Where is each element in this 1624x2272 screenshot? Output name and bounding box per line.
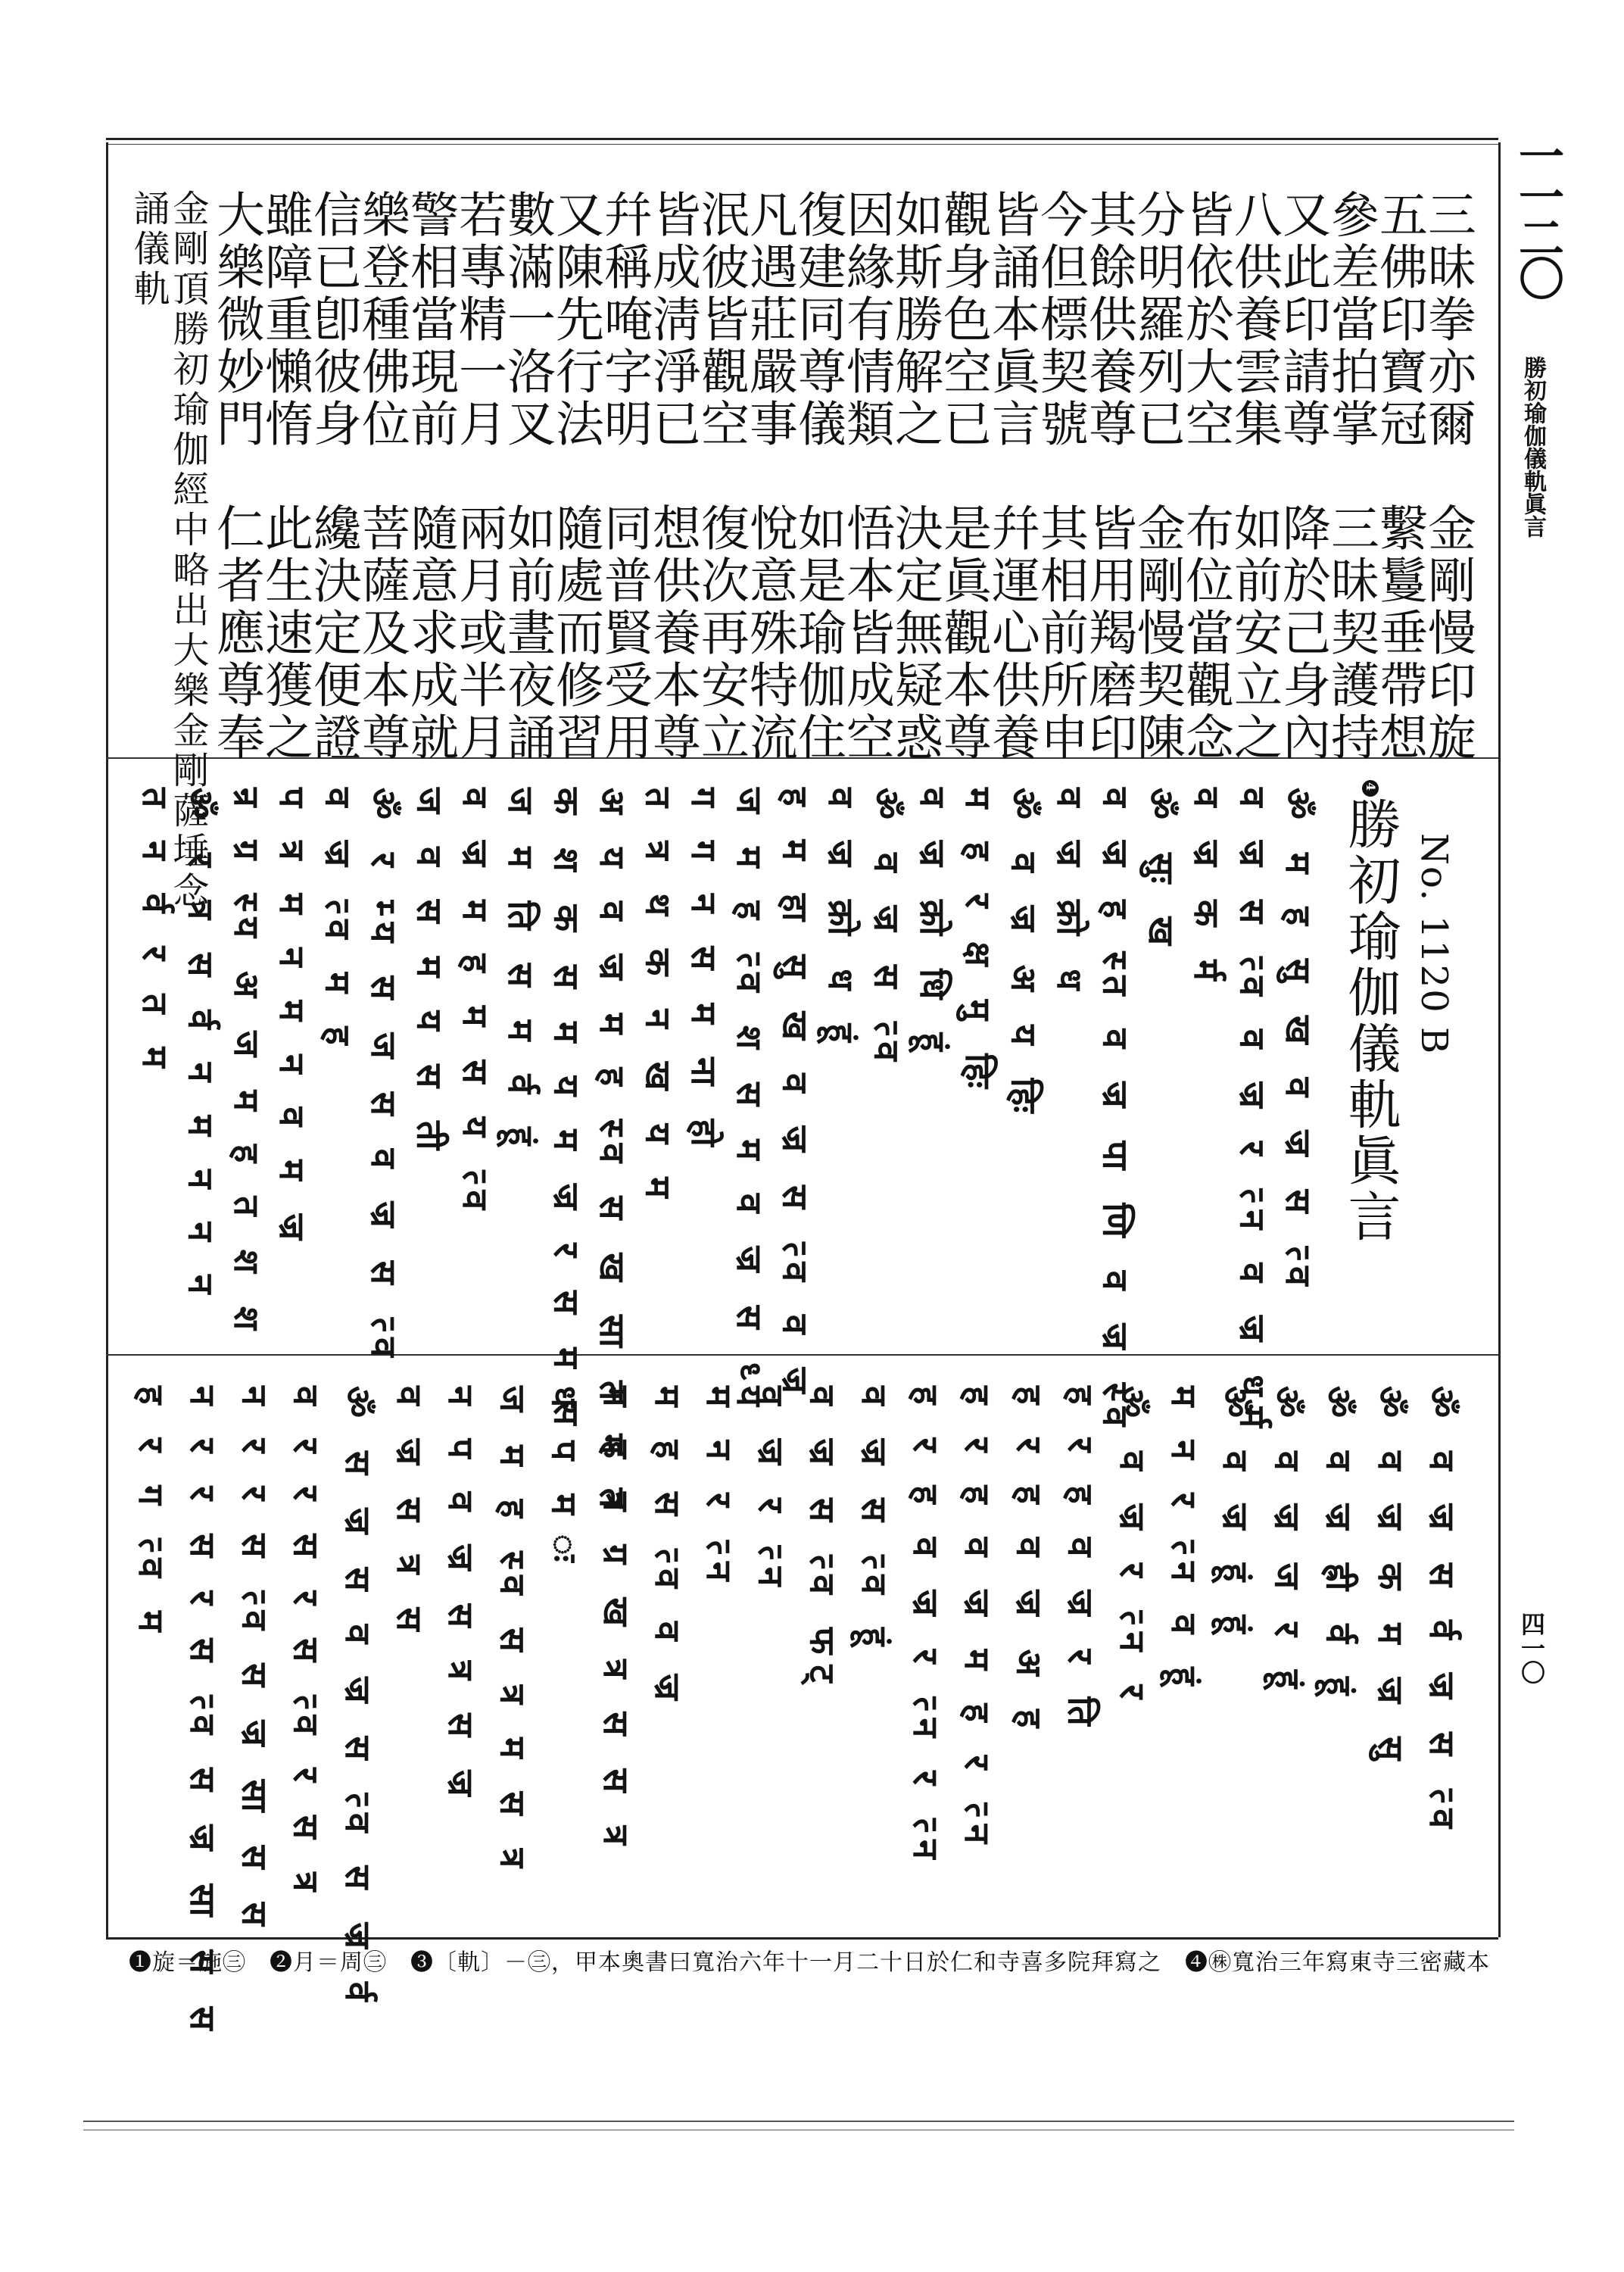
mantra-column: व ज्र त्व म ह	[317, 788, 359, 1056]
mantra-column: ह म हा सु ख व ज्र स त्व व ज्र	[775, 788, 816, 1404]
mantra-column: व ज्र स त्व फट्	[802, 1386, 843, 1693]
verse-column: 凡遇莊嚴事 悅意殊特流	[741, 189, 797, 764]
mantra-column: ॐ व ज्र अ य हिः	[1003, 788, 1045, 1124]
verse-column: 五佛印寶冠 繫鬘垂帶想	[1371, 189, 1427, 764]
mantra-column: व ज्र क्रो धि हूं	[912, 788, 953, 1062]
mantra-column: ह र ह व ज्र अ ह	[1008, 1386, 1050, 1739]
verse-column: 皆誦本眞言 幷運心供養	[983, 189, 1040, 764]
verse-column: 如斯勝解之 決定無疑惑	[887, 189, 943, 764]
verse-column: 雖障重懶惰 此生速獲之	[257, 189, 313, 764]
verse-column: 幷稱唵字明 同普賢受用	[596, 189, 652, 764]
mantra-column: ॐ व ज्र स त्व	[866, 788, 908, 1072]
frame-top-rule	[106, 138, 1498, 140]
mantra-column: ॐ व ज्र स र्व ज्र स त्व	[1422, 1386, 1463, 1839]
section-number: No. 1120 B	[1413, 833, 1455, 1056]
mantra-column: म न र त्न	[699, 1386, 740, 1592]
verse-column: 若專精一月 兩月或半月	[450, 189, 507, 764]
mantra-column: क श क स म य म ज्र र स म स	[546, 788, 588, 1436]
mantra-column: त त्र थ क न ख य म	[637, 788, 679, 1209]
verse-column: 又此印請尊 降於己身內	[1274, 189, 1330, 764]
verse-column: 其餘供養尊 皆用羯磨印	[1080, 189, 1136, 764]
verse-column: 皆依於大空 布位當觀念	[1177, 189, 1233, 764]
mantra-column: ॐ व ज्र क म ज्र सु	[1370, 1386, 1411, 1771]
mantra-column: ह र ह व ज्र म ह र त्न	[957, 1386, 999, 1855]
mantra-column: न र र स त्व स ज्र सा स स	[234, 1386, 276, 1937]
mantra-column: न र र स र स त्व स ज्र सा स स	[182, 1386, 224, 2041]
mantra-column: ॐ व ज्र ह्री र्व हूं	[1318, 1386, 1360, 1706]
verse-column: 今但標契號 其相前所申	[1032, 189, 1088, 764]
mantra-column: ॐ स ज्र स व ज्र स त्व स ज्र र्व	[337, 1386, 379, 2012]
mantra-column: ॐ व ज्र ज र हूं	[1267, 1386, 1308, 1699]
section-title	[1333, 780, 1409, 1245]
mantra-column: अ य व ज्र म ह स्व स ख सा त म त	[592, 788, 633, 1519]
mantra-column: ग ग न स म ना हो	[683, 788, 725, 1157]
mantra-column: म न र त्न व हूं	[1164, 1386, 1205, 1696]
frame-bottom-rule	[106, 1937, 1498, 1940]
mantra-column: ध प म ः	[544, 1386, 585, 1573]
verse-column: 信已卽彼身 纔決定便證	[305, 189, 361, 764]
verse-column: 觀身色空已 是眞觀本尊	[935, 189, 991, 764]
verse-column: 泯彼皆觀空 復次再安立	[693, 189, 749, 764]
mantra-column: ॐ म ह सु ख व ज्र स त्व	[1278, 788, 1319, 1297]
mantra-column: म ह स त्व व ज्र	[647, 1386, 688, 1711]
verse-column: 數滿一洛叉 如前晝夜誦	[499, 189, 555, 764]
mantra-column: ह र ह व ज्र र ति	[1060, 1386, 1102, 1737]
mantra-column: ह र ग त्व म	[131, 1386, 172, 1643]
mantra-column: व ज्र ह स्त व ज्र पा णि व ज्र स्व	[1095, 788, 1136, 1437]
mantra-column: ह र ह व ज्र र त्न र त्न	[906, 1386, 946, 1870]
mantra-column: व ज्र र त्न	[750, 1386, 792, 1597]
verse-column: 大樂微妙門 仁者應尊奉	[208, 189, 264, 764]
verse-column: 皆成淸淨已 想供養本尊	[644, 189, 700, 764]
mantra-column: व ज्र क्रो ध	[1049, 788, 1090, 1001]
mantra-column: न प व ज्र स त्र स ज्र	[441, 1386, 482, 1807]
scan-edge-line	[83, 2121, 1514, 2122]
mantra-column: ॐ सुः ख	[1140, 788, 1182, 956]
running-title: 勝初瑜伽儀軌眞言	[1520, 356, 1546, 538]
verse-column: 樂登種佛位 菩薩及本尊	[354, 189, 410, 764]
mantra-column: म ह त्र ग्र ख त्र स स त्र	[595, 1386, 637, 1855]
page-number: 一一二〇	[1511, 133, 1564, 296]
mantra-column: ॐ र त्र स र्व न म न न न	[180, 788, 222, 1305]
mantra-column: ॐ व ज्र र त्न र	[1111, 1386, 1153, 1710]
mantra-column: व ज्र स त्व व ज्र र त्न व ज्र धर्म	[1232, 788, 1273, 1439]
verse-column: 三昧拳亦爾 金剛慢印旋	[1420, 189, 1476, 764]
mantra-column: ज म ह स्व स त्र म स त्र	[492, 1386, 534, 1879]
verse-column: 警相當現前 隨意求成就	[402, 189, 458, 764]
verse-column: 又陳先行法 隨處而修習	[547, 189, 603, 764]
verse-column: 誦儀軌	[127, 189, 170, 310]
verse-column: 八供養雲集 如前安立之	[1226, 189, 1282, 764]
mantra-column: व ज्र क र्म	[1186, 788, 1228, 991]
mantra-column: ज व स म य स ती	[409, 788, 450, 1161]
mantra-column: म ह र क्ष मु हिः	[958, 788, 999, 1099]
mantra-column: व ज्र म ह म स य त्व	[454, 788, 496, 1221]
verse-column: 金剛頂勝初瑜伽經中略出大樂金剛薩埵念	[167, 189, 209, 912]
mantra-column: त न र्व र त म	[135, 788, 176, 1078]
mantra-column: व ज्र क्रो ध हूं	[821, 788, 862, 1053]
verse-column: 分明羅列已 金剛慢契陳	[1129, 189, 1185, 764]
mantra-column: ॐ र म्य स ज स व ज्र स त्व	[363, 788, 404, 1368]
mantra-column: व ज्र स त्व हूं	[853, 1386, 895, 1657]
footnote-line: ❶旋＝施㊂ ❷月＝周㊂ ❸〔軌〕－㊂，甲本奧書曰寬治六年十一月二十日於仁和寺喜多院拜寫之 ❹㊑寬治三年寫東寺三密藏本	[129, 1949, 1490, 1976]
mantra-column: ॐ व ज्र हूं हूं	[1215, 1386, 1257, 1644]
page-folio: 四一〇	[1517, 1612, 1546, 1684]
mantra-column: न्र ग्र स्य अ ज म ह त श श	[226, 788, 267, 1341]
section-title-text: 勝初瑜伽儀軌眞言	[1339, 797, 1401, 1245]
mantra-column: ज म ह त्व श स म व ज्र स ध्य	[729, 788, 771, 1417]
footnote-marker: 4	[1362, 780, 1379, 797]
verse-column: 復建同尊儀 如是瑜伽住	[790, 189, 846, 764]
mantra-column: व र र स र स त्व र स त्र	[285, 1386, 327, 1902]
mantra-column: व ज्र स त्र स	[389, 1386, 430, 1642]
verse-column: 因緣有情類 悟本皆成空	[838, 189, 894, 764]
mantra-column: प त्र म न म न व म ज्र	[272, 788, 313, 1251]
mantra-column: ज म ति स म र्व हूं	[500, 788, 542, 1156]
verse-column: 參差當拍掌 三昧契護持	[1323, 189, 1379, 764]
